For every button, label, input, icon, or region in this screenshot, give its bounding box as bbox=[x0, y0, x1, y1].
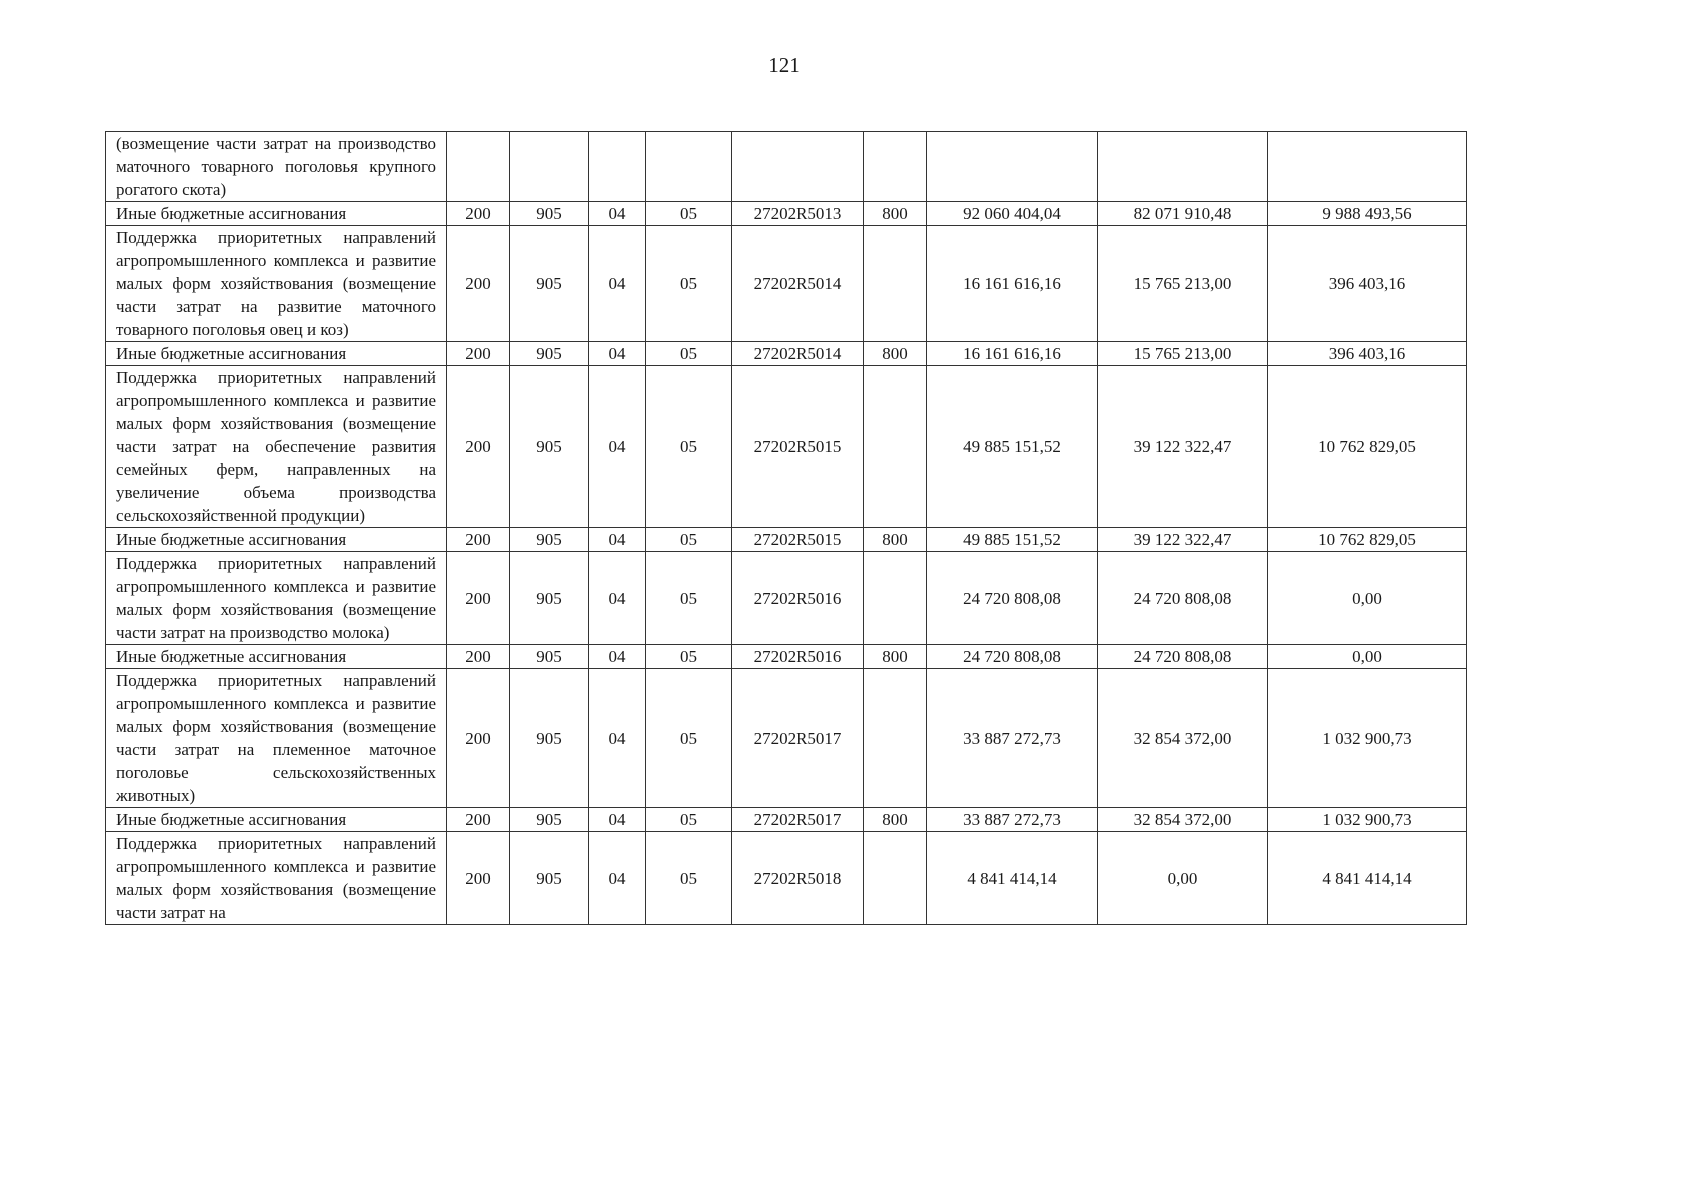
row-section-code bbox=[589, 132, 646, 202]
table-row bbox=[106, 645, 1467, 669]
row-target-article: 27202R5014 bbox=[732, 342, 864, 366]
table-row bbox=[106, 226, 1467, 342]
row-target-article: 27202R5016 bbox=[732, 645, 864, 669]
row-admin-code: 200 bbox=[447, 366, 510, 528]
row-expense-type bbox=[864, 366, 927, 528]
row-subsection-code: 05 bbox=[646, 528, 732, 552]
row-sum-a: 39 122 322,47 bbox=[1098, 366, 1268, 528]
row-section-code: 04 bbox=[589, 808, 646, 832]
row-section-code: 04 bbox=[589, 528, 646, 552]
row-section-code: 04 bbox=[589, 342, 646, 366]
row-sum-total: 49 885 151,52 bbox=[927, 366, 1098, 528]
row-section-code: 04 bbox=[589, 366, 646, 528]
row-expense-type: 800 bbox=[864, 645, 927, 669]
row-ministry-code: 905 bbox=[510, 342, 589, 366]
row-section-code: 04 bbox=[589, 202, 646, 226]
table-row bbox=[106, 202, 1467, 226]
table-row bbox=[106, 132, 1467, 202]
row-expense-type bbox=[864, 832, 927, 925]
row-name: Иные бюджетные ассигнования bbox=[106, 528, 447, 552]
row-sum-b: 4 841 414,14 bbox=[1268, 832, 1467, 925]
row-sum-a: 15 765 213,00 bbox=[1098, 226, 1268, 342]
row-sum-total: 33 887 272,73 bbox=[927, 669, 1098, 808]
row-name: Поддержка приоритетных направлений агропромышленного комплекса и развитие малых форм хозяйствования (возмещение части затрат на bbox=[106, 832, 447, 925]
row-target-article: 27202R5013 bbox=[732, 202, 864, 226]
row-name: Поддержка приоритетных направлений агропромышленного комплекса и развитие малых форм хозяйствования (возмещение части затрат на обеспечение развития семейных ферм, направленных на увеличение объема производства сельскохозяйственной продукции) bbox=[106, 366, 447, 528]
row-subsection-code: 05 bbox=[646, 226, 732, 342]
row-sum-b: 0,00 bbox=[1268, 645, 1467, 669]
row-sum-total: 4 841 414,14 bbox=[927, 832, 1098, 925]
row-admin-code bbox=[447, 132, 510, 202]
row-sum-total: 92 060 404,04 bbox=[927, 202, 1098, 226]
row-subsection-code: 05 bbox=[646, 832, 732, 925]
row-name: Поддержка приоритетных направлений агропромышленного комплекса и развитие малых форм хозяйствования (возмещение части затрат на производство молока) bbox=[106, 552, 447, 645]
row-expense-type bbox=[864, 552, 927, 645]
row-sum-b: 1 032 900,73 bbox=[1268, 669, 1467, 808]
row-sum-a: 24 720 808,08 bbox=[1098, 552, 1268, 645]
row-sum-b: 0,00 bbox=[1268, 552, 1467, 645]
table-row bbox=[106, 528, 1467, 552]
row-ministry-code: 905 bbox=[510, 808, 589, 832]
row-admin-code: 200 bbox=[447, 645, 510, 669]
row-sum-total: 16 161 616,16 bbox=[927, 226, 1098, 342]
row-target-article: 27202R5014 bbox=[732, 226, 864, 342]
row-sum-a: 82 071 910,48 bbox=[1098, 202, 1268, 226]
row-sum-a bbox=[1098, 132, 1268, 202]
row-sum-total: 33 887 272,73 bbox=[927, 808, 1098, 832]
row-sum-total: 16 161 616,16 bbox=[927, 342, 1098, 366]
row-sum-b: 9 988 493,56 bbox=[1268, 202, 1467, 226]
row-sum-a: 24 720 808,08 bbox=[1098, 645, 1268, 669]
page-number: 121 bbox=[768, 53, 800, 77]
row-subsection-code: 05 bbox=[646, 645, 732, 669]
row-target-article: 27202R5017 bbox=[732, 669, 864, 808]
row-target-article bbox=[732, 132, 864, 202]
row-sum-a: 32 854 372,00 bbox=[1098, 669, 1268, 808]
row-ministry-code: 905 bbox=[510, 832, 589, 925]
row-expense-type: 800 bbox=[864, 202, 927, 226]
row-name: Иные бюджетные ассигнования bbox=[106, 645, 447, 669]
row-sum-a: 15 765 213,00 bbox=[1098, 342, 1268, 366]
row-sum-total bbox=[927, 132, 1098, 202]
row-expense-type bbox=[864, 226, 927, 342]
row-admin-code: 200 bbox=[447, 528, 510, 552]
budget-table bbox=[105, 131, 1467, 925]
row-ministry-code: 905 bbox=[510, 669, 589, 808]
row-name: Поддержка приоритетных направлений агропромышленного комплекса и развитие малых форм хозяйствования (возмещение части затрат на развитие маточного товарного поголовья овец и коз) bbox=[106, 226, 447, 342]
row-admin-code: 200 bbox=[447, 226, 510, 342]
row-subsection-code: 05 bbox=[646, 342, 732, 366]
row-name: (возмещение части затрат на производство маточного товарного поголовья крупного рогатого скота) bbox=[106, 132, 447, 202]
row-admin-code: 200 bbox=[447, 669, 510, 808]
row-ministry-code bbox=[510, 132, 589, 202]
row-sum-b: 396 403,16 bbox=[1268, 342, 1467, 366]
row-sum-total: 24 720 808,08 bbox=[927, 552, 1098, 645]
row-name: Иные бюджетные ассигнования bbox=[106, 808, 447, 832]
row-sum-a: 0,00 bbox=[1098, 832, 1268, 925]
table-row bbox=[106, 342, 1467, 366]
row-section-code: 04 bbox=[589, 226, 646, 342]
row-sum-b: 10 762 829,05 bbox=[1268, 366, 1467, 528]
row-ministry-code: 905 bbox=[510, 202, 589, 226]
table-row bbox=[106, 832, 1467, 925]
row-target-article: 27202R5015 bbox=[732, 366, 864, 528]
row-sum-b: 10 762 829,05 bbox=[1268, 528, 1467, 552]
table-row bbox=[106, 669, 1467, 808]
row-admin-code: 200 bbox=[447, 808, 510, 832]
row-sum-b bbox=[1268, 132, 1467, 202]
row-section-code: 04 bbox=[589, 645, 646, 669]
row-target-article: 27202R5015 bbox=[732, 528, 864, 552]
row-sum-b: 396 403,16 bbox=[1268, 226, 1467, 342]
row-ministry-code: 905 bbox=[510, 366, 589, 528]
row-expense-type: 800 bbox=[864, 342, 927, 366]
row-subsection-code: 05 bbox=[646, 808, 732, 832]
row-admin-code: 200 bbox=[447, 202, 510, 226]
row-sum-a: 39 122 322,47 bbox=[1098, 528, 1268, 552]
table-row bbox=[106, 552, 1467, 645]
row-expense-type: 800 bbox=[864, 528, 927, 552]
row-admin-code: 200 bbox=[447, 552, 510, 645]
table-row bbox=[106, 808, 1467, 832]
row-target-article: 27202R5017 bbox=[732, 808, 864, 832]
row-admin-code: 200 bbox=[447, 832, 510, 925]
row-subsection-code: 05 bbox=[646, 366, 732, 528]
budget-table-body bbox=[106, 132, 1467, 925]
row-name: Иные бюджетные ассигнования bbox=[106, 202, 447, 226]
row-subsection-code bbox=[646, 132, 732, 202]
row-expense-type bbox=[864, 132, 927, 202]
row-ministry-code: 905 bbox=[510, 645, 589, 669]
row-sum-a: 32 854 372,00 bbox=[1098, 808, 1268, 832]
row-ministry-code: 905 bbox=[510, 552, 589, 645]
row-sum-b: 1 032 900,73 bbox=[1268, 808, 1467, 832]
row-subsection-code: 05 bbox=[646, 669, 732, 808]
row-name: Поддержка приоритетных направлений агропромышленного комплекса и развитие малых форм хозяйствования (возмещение части затрат на племенное маточное поголовье сельскохозяйственных животных) bbox=[106, 669, 447, 808]
row-section-code: 04 bbox=[589, 669, 646, 808]
row-ministry-code: 905 bbox=[510, 226, 589, 342]
row-expense-type: 800 bbox=[864, 808, 927, 832]
row-sum-total: 49 885 151,52 bbox=[927, 528, 1098, 552]
row-name: Иные бюджетные ассигнования bbox=[106, 342, 447, 366]
row-sum-total: 24 720 808,08 bbox=[927, 645, 1098, 669]
row-target-article: 27202R5018 bbox=[732, 832, 864, 925]
row-ministry-code: 905 bbox=[510, 528, 589, 552]
row-target-article: 27202R5016 bbox=[732, 552, 864, 645]
table-row bbox=[106, 366, 1467, 528]
row-subsection-code: 05 bbox=[646, 202, 732, 226]
row-expense-type bbox=[864, 669, 927, 808]
row-admin-code: 200 bbox=[447, 342, 510, 366]
row-section-code: 04 bbox=[589, 832, 646, 925]
row-subsection-code: 05 bbox=[646, 552, 732, 645]
row-section-code: 04 bbox=[589, 552, 646, 645]
